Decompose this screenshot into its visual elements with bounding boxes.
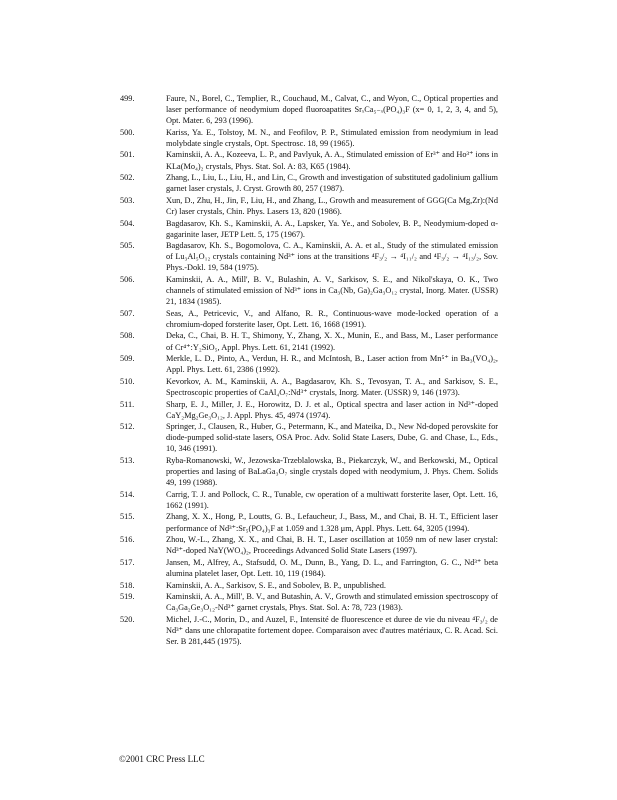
reference-text: Kaminskii, A. A., Sarkisov, S. E., and Sobolev, B. P., unpublished.: [166, 580, 386, 590]
reference-item: [120, 172, 498, 194]
reference-number: 514.: [120, 489, 135, 499]
reference-text: Carrig, T. J. and Pollock, C. R., Tunable, cw operation of a multiwatt forsterite laser, Opt. Lett. 16, 1662 (1991).: [166, 489, 498, 510]
reference-item: [120, 399, 498, 421]
reference-text: Kaminskii, A. A., Mill', B. V., Bulashin, A. V., Sarkisov, S. E., and Nikol'skaya, O. K., Two channels of stimulated emission of Nd³⁺ ions in Ca₃(Nb, Ga)₂Ga₃O₁₂ crystal, Inorg. Mater. (USSR) 21, 1834 (1985).: [166, 275, 498, 307]
copyright-footer: ©2001 CRC Press LLC: [119, 754, 205, 764]
reference-text: Zhang, L., Liu, L., Liu, H., and Lin, C., Growth and investigation of substituted gadolinium gallium garnet laser crystals, J. Cryst. Growth 80, 257 (1987).: [166, 173, 498, 194]
reference-number: 517.: [120, 557, 135, 567]
reference-item: [120, 489, 498, 511]
reference-item: [120, 376, 498, 398]
reference-item: [120, 127, 498, 149]
reference-text: Seas, A., Petricevic, V., and Alfano, R. R., Continuous-wave mode-locked operation of a chromium-doped forsterite laser, Opt. Lett. 16, 1668 (1991).: [166, 308, 498, 329]
reference-list: [120, 93, 498, 648]
reference-item: [120, 580, 498, 591]
reference-text: Faure, N., Borel, C., Templier, R., Couchaud, M., Calvat, C., and Wyon, C., Optical properties and laser performance of neodymium doped fluoroapatites SrₓCa₅₋ₓ(PO₄)₃F (x= 0, 1, 2, 3, 4, and 5), Opt. Mater. 6, 293 (1996).: [166, 94, 498, 126]
reference-number: 511.: [120, 399, 135, 409]
reference-text: Merkle, L. D., Pinto, A., Verdun, H. R., and McIntosh, B., Laser action from Mn⁵⁺ in Ba₃(VO₄)₂, Appl. Phys. Lett. 61, 2386 (1992).: [166, 354, 498, 375]
reference-item: [120, 195, 498, 217]
reference-item: [120, 218, 498, 240]
reference-number: 515.: [120, 512, 135, 522]
reference-item: [120, 353, 498, 375]
reference-number: 504.: [120, 218, 135, 228]
reference-item: [120, 557, 498, 579]
reference-number: 520.: [120, 614, 135, 624]
reference-text: Kaminskii, A. A., Kozeeva, L. P., and Pavlyuk, A. A., Stimulated emission of Er³⁺ and Ho³⁺ ions in KLa(Mo₄)₂ crystals, Phys. Stat. Sol. A: 83, K65 (1984).: [166, 150, 498, 171]
reference-number: 509.: [120, 354, 135, 364]
reference-number: 503.: [120, 195, 135, 205]
reference-number: 513.: [120, 456, 135, 465]
reference-item: [120, 534, 498, 556]
reference-number: 499.: [120, 94, 135, 103]
reference-number: 501.: [120, 150, 135, 160]
reference-number: 505.: [120, 241, 135, 251]
reference-text: Xun, D., Zhu, H., Jin, F., Liu, H., and Zhang, L., Growth and measurement of GGG(Ca Mg,Zr):(Nd Cr) laser crystals, Chin. Phys. Lasers 13, 820 (1986).: [166, 195, 498, 216]
reference-number: 518.: [120, 580, 135, 590]
reference-item: [120, 614, 498, 647]
reference-number: 510.: [120, 376, 135, 386]
reference-text: Bagdasarov, Kh. S., Kaminskii, A. A., Lapsker, Ya. Ye., and Sobolev, B. P., Neodymium-doped α-gagarinite laser, JETP Lett. 5, 175 (1967).: [166, 218, 498, 239]
reference-item: [120, 591, 498, 613]
reference-item: [120, 93, 498, 126]
reference-text: Springer, J., Clausen, R., Huber, G., Petermann, K., and Mateika, D., New Nd-doped perovskite for diode-pumped solid-state lasers, OSA Proc. Adv. Solid State Lasers, Dube, G. and Chase, L., Eds., 10, 346 (1991).: [166, 422, 498, 454]
reference-text: Zhang, X. X., Hong, P., Loutts, G. B., Lefaucheur, J., Bass, M., and Chai, B. H. T., Efficient laser performance of Nd³⁺:Sr₅(PO₄)₃F at 1.059 and 1.328 μm, Appl. Phys. Lett. 64, 3205 (1994).: [166, 512, 498, 533]
reference-number: 502.: [120, 173, 135, 183]
reference-text: Ryba-Romanowski, W., Jezowska-Trzeblalowska, B., Piekarczyk, W., and Berkowski, M., Optical properties and lasing of BaLaGa₃O₇ single crystals doped with neodymium, J. Phys. Chem. Solids 49, 199 (1988).: [166, 456, 498, 488]
reference-text: Kariss, Ya. E., Tolstoy, M. N., and Feofilov, P. P., Stimulated emission from neodymium in lead molybdate single crystals, Opt. Spectrosc. 18, 99 (1965).: [166, 127, 498, 148]
reference-item: [120, 511, 498, 533]
reference-text: Deka, C., Chai, B. H. T., Shimony, Y., Zhang, X. X., Munin, E., and Bass, M., Laser performance of Cr⁴⁺:Y₂SiO₅, Appl. Phys. Lett. 61, 2141 (1992).: [166, 331, 498, 352]
reference-number: 500.: [120, 127, 135, 137]
reference-text: Kaminskii, A. A., Mill', B. V., and Butashin, A. V., Growth and stimulated emission spectroscopy of Ca₃Ga₂Ge₃O₁₂-Nd³⁺ garnet crystals, Phys. Stat. Sol. A: 78, 723 (1983).: [166, 592, 498, 613]
reference-number: 519.: [120, 592, 135, 602]
reference-item: [120, 455, 498, 488]
reference-text: Bagdasarov, Kh. S., Bogomolova, C. A., Kaminskii, A. A. et al., Study of the stimulated emission of Lu₃Al₅O₁₂ crystals containing Nd³⁺ ions at the transitions ⁴F₃/₂ → ⁴I₁₁/₂ and ⁴F₃/₂ → ⁴I₁₃/₂, Sov. Phys.-Dokl. 19, 584 (1975).: [166, 241, 498, 273]
reference-text: Sharp, E. J., Miller, J. E., Horowitz, D. J. et al., Optical spectra and laser action in Nd³⁺-doped CaY₂Mg₂Ge₃O₁₂, J. Appl. Phys. 45, 4974 (1974).: [166, 399, 498, 420]
reference-number: 508.: [120, 331, 135, 341]
reference-number: 512.: [120, 422, 135, 432]
reference-item: [120, 274, 498, 307]
reference-text: Jansen, M., Alfrey, A., Stafsudd, O. M., Dunn, B., Yang, D. L., and Farrington, G. C., Nd³⁺ beta alumina platelet laser, Opt. Lett. 10, 119 (1984).: [166, 557, 498, 578]
reference-item: [120, 308, 498, 330]
reference-number: 507.: [120, 308, 135, 318]
reference-text: Kevorkov, A. M., Kaminskii, A. A., Bagdasarov, Kh. S., Tevosyan, T. A., and Sarkisov, S. E., Spectroscopic properties of CaAl₄O₇:Nd³⁺ crystals, Inorg. Mater. (USSR) 9, 146 (1973).: [166, 376, 498, 397]
reference-number: 506.: [120, 275, 135, 284]
reference-item: [120, 330, 498, 352]
reference-text: Michel, J.-C., Morin, D., and Auzel, F., Intensité de fluorescence et duree de vie du niveau ⁴F₃/₂ de Nd³⁺ dans une chlorapatite fortement dopee. Comparaison avec d'autres matériaux, C. R. Acad. Sci. Ser. B 281,445 (1975).: [166, 614, 498, 646]
reference-text: Zhou, W.-L., Zhang, X. X., and Chai, B. H. T., Laser oscillation at 1059 nm of new laser crystal: Nd³⁺-doped NaY(WO₄)₂, Proceedings Advanced Solid State Lasers (1997).: [166, 535, 498, 556]
reference-item: [120, 421, 498, 454]
reference-item: [120, 149, 498, 171]
reference-item: [120, 240, 498, 273]
reference-number: 516.: [120, 535, 135, 545]
